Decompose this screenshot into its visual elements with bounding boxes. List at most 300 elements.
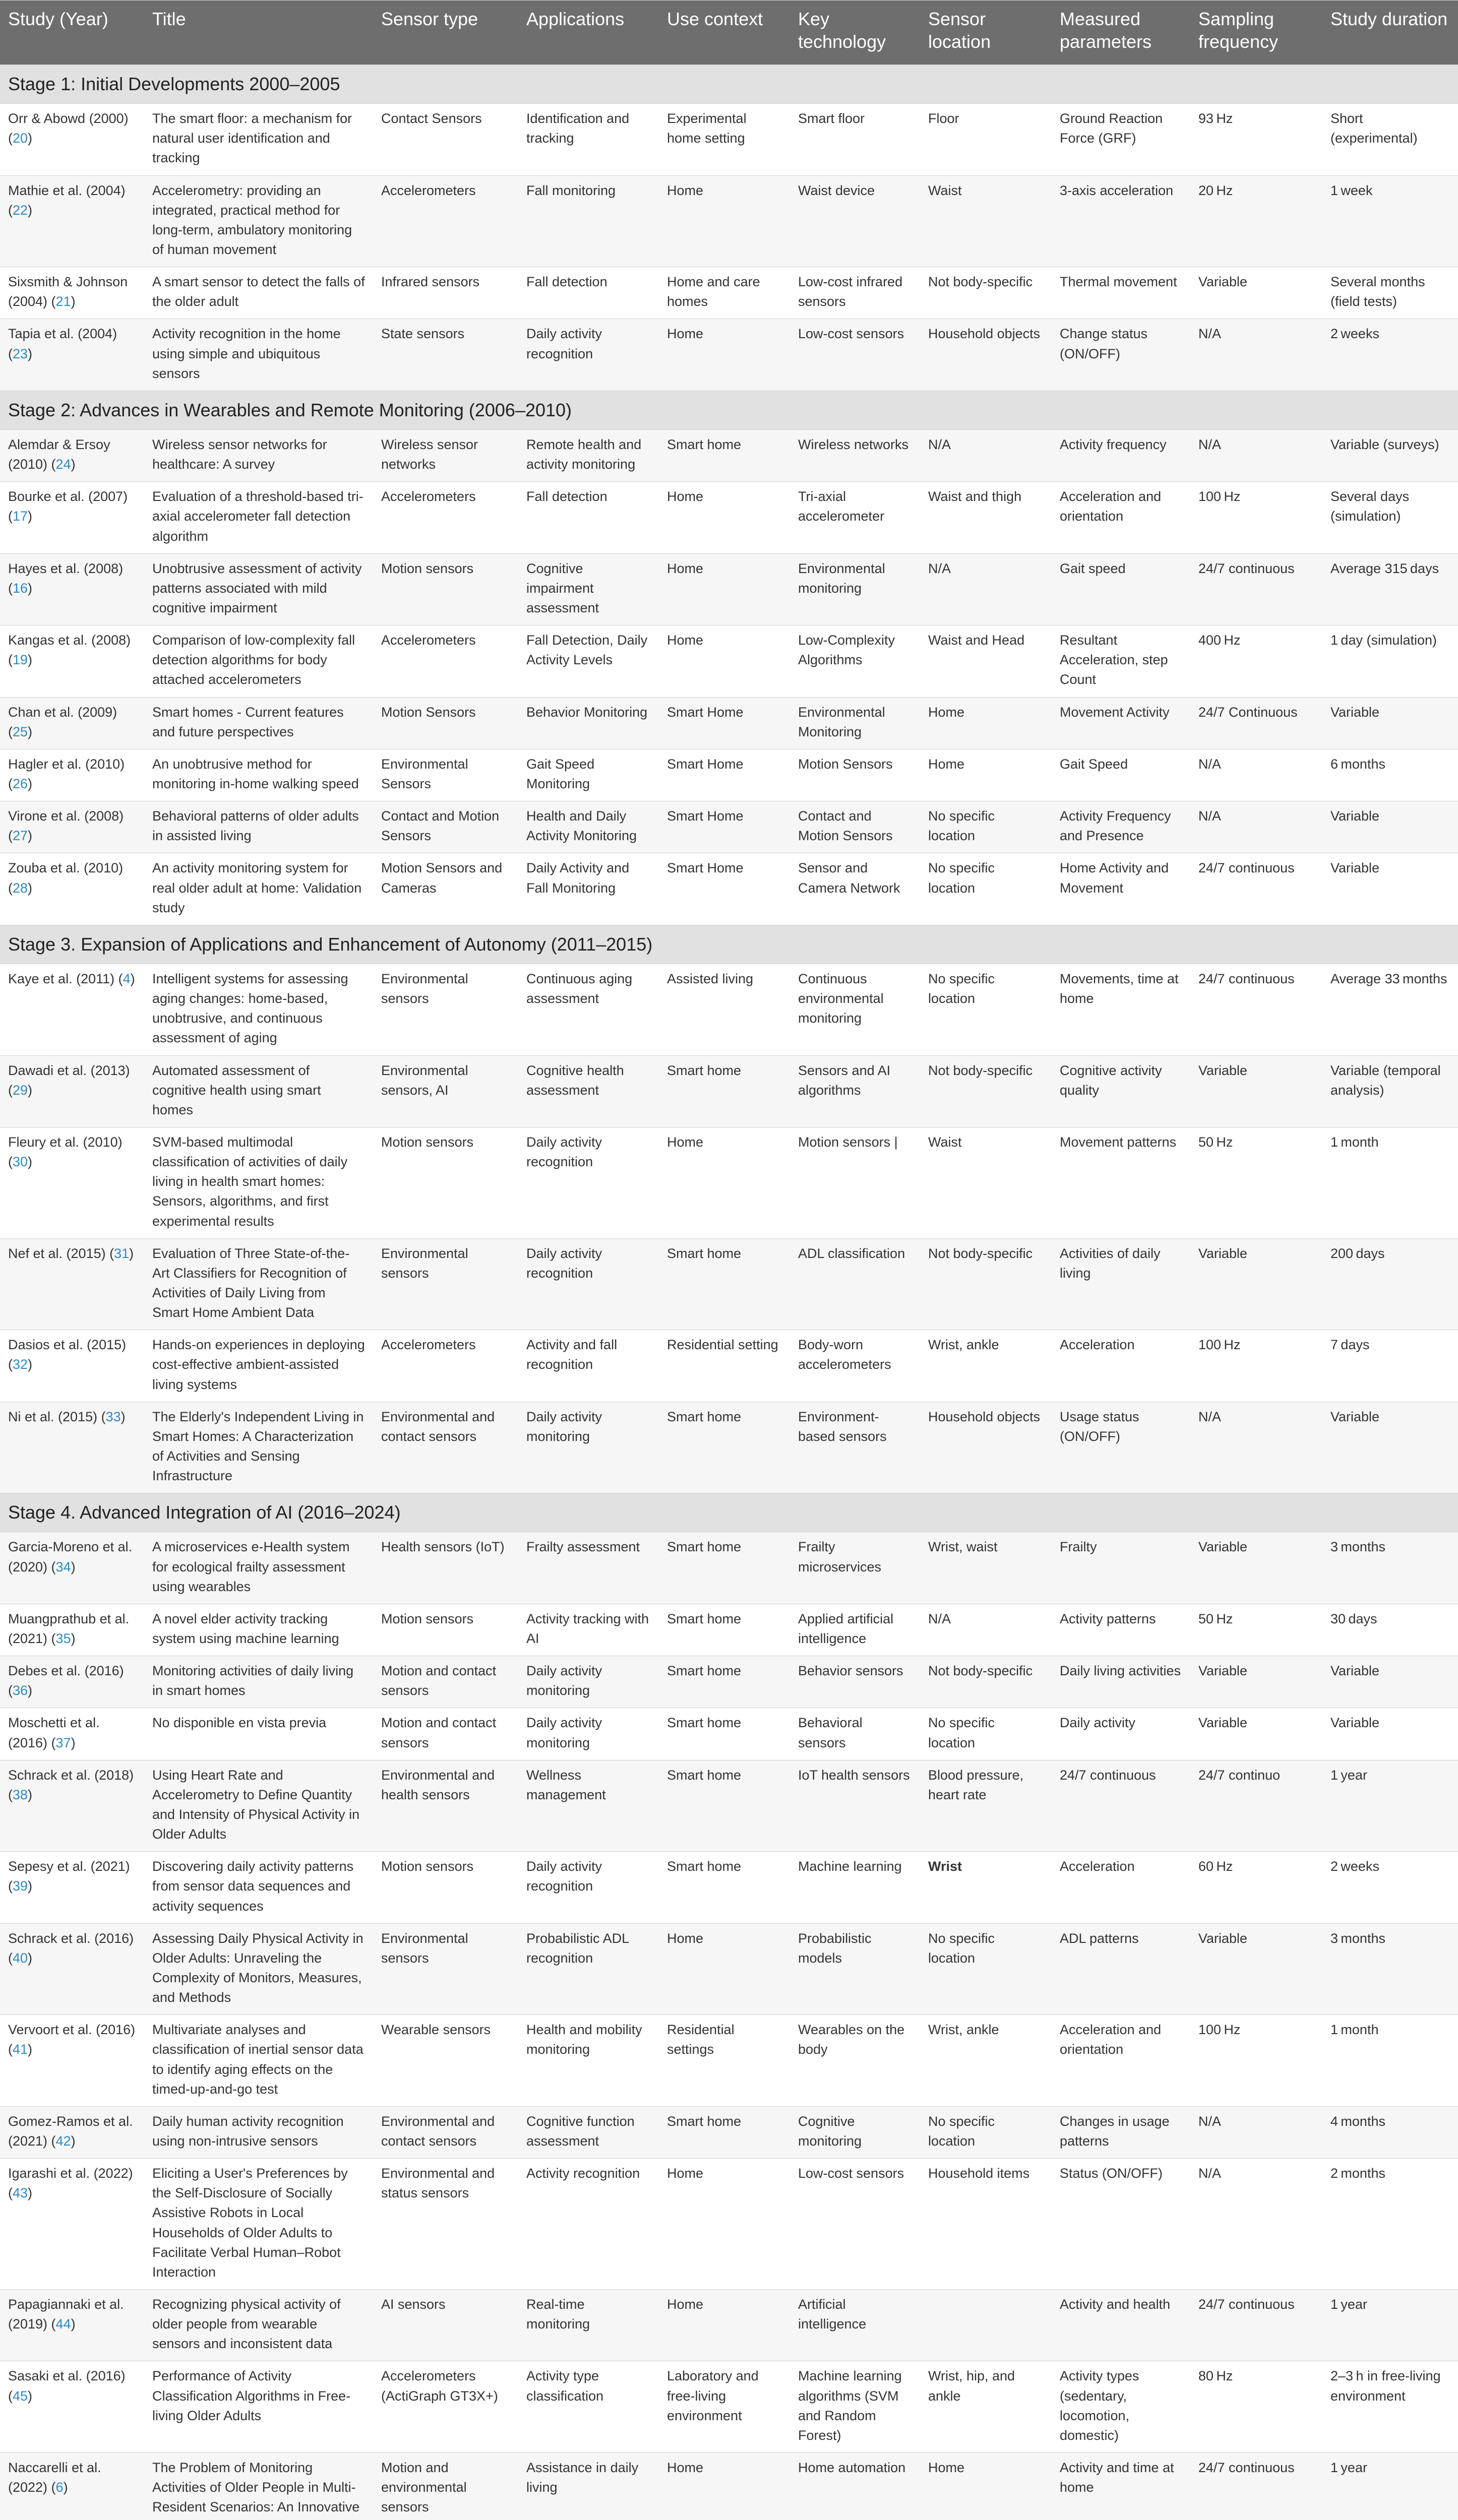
- title-cell: Automated assessment of cognitive health using smart homes: [144, 1055, 373, 1127]
- sampling-frequency-cell: 100 Hz: [1190, 2015, 1322, 2107]
- measured-parameters-cell: Activity patterns: [1052, 1604, 1190, 1656]
- study-name: Mathie et al. (2004): [8, 182, 126, 198]
- table-row: [0, 801, 1458, 853]
- use-context-cell: Smart Home: [659, 697, 790, 749]
- reference-link[interactable]: 20: [13, 131, 28, 146]
- use-context-cell: Home: [659, 553, 790, 625]
- study-duration-cell: Variable: [1322, 1708, 1458, 1760]
- title-cell: Behavioral patterns of older adults in assisted living: [144, 801, 373, 853]
- study-cell: Mathie et al. (2004) (22): [0, 175, 144, 267]
- reference-link[interactable]: 38: [13, 1787, 28, 1802]
- sensor-type-cell: Motion sensors: [373, 1604, 518, 1656]
- study-name: Tapia et al. (2004): [8, 326, 117, 342]
- study-duration-cell: 2 weeks: [1322, 1852, 1458, 1923]
- study-duration-cell: 1 year: [1322, 2452, 1458, 2520]
- reference-link[interactable]: 30: [13, 1154, 28, 1170]
- applications-cell: Daily activity monitoring: [518, 1402, 659, 1493]
- stage-title: Stage 4. Advanced Integration of AI (2016–2024): [0, 1493, 1458, 1532]
- sensor-location-cell: N/A: [920, 553, 1052, 625]
- use-context-cell: Laboratory and free-living environment: [659, 2361, 790, 2453]
- study-name: Schrack et al. (2018): [8, 1767, 134, 1783]
- reference-link[interactable]: 6: [55, 2480, 64, 2495]
- title-cell: An activity monitoring system for real older adult at home: Validation study: [144, 853, 373, 925]
- reference-link[interactable]: 34: [55, 1559, 71, 1574]
- study-cell: Alemdar & Ersoy (2010) (24): [0, 430, 144, 482]
- key-technology-cell: Probabilistic models: [790, 1923, 920, 2015]
- sampling-frequency-cell: N/A: [1190, 430, 1322, 482]
- column-header: Sensor location: [920, 1, 1052, 65]
- reference-link[interactable]: 17: [13, 509, 28, 524]
- sampling-frequency-cell: 100 Hz: [1190, 482, 1322, 553]
- applications-cell: Wellness management: [518, 1760, 659, 1852]
- study-cell: Hayes et al. (2008) (16): [0, 553, 144, 625]
- study-duration-cell: 2 months: [1322, 2159, 1458, 2290]
- sensor-location-cell: Not body-specific: [920, 1656, 1052, 1708]
- measured-parameters-cell: Activity types (sedentary, locomotion, domestic): [1052, 2361, 1190, 2453]
- key-technology-cell: Contact and Motion Sensors: [790, 801, 920, 853]
- study-cell: Bourke et al. (2007) (17): [0, 482, 144, 553]
- sensor-location-cell: Waist: [920, 175, 1052, 267]
- study-duration-cell: Variable (temporal analysis): [1322, 1055, 1458, 1127]
- sampling-frequency-cell: Variable: [1190, 1708, 1322, 1760]
- study-duration-cell: 7 days: [1322, 1330, 1458, 1402]
- sampling-frequency-cell: Variable: [1190, 267, 1322, 319]
- study-duration-cell: Variable: [1322, 1656, 1458, 1708]
- table-row: [0, 964, 1458, 1056]
- use-context-cell: Smart home: [659, 1656, 790, 1708]
- table-row: [0, 1330, 1458, 1402]
- use-context-cell: Smart Home: [659, 853, 790, 925]
- sensor-type-cell: Motion sensors: [373, 1852, 518, 1923]
- key-technology-cell: ADL classification: [790, 1238, 920, 1330]
- study-duration-cell: 3 months: [1322, 1532, 1458, 1604]
- study-duration-cell: 1 month: [1322, 1127, 1458, 1239]
- sensor-location-cell: Wrist, hip, and ankle: [920, 2361, 1052, 2453]
- table-row: [0, 1708, 1458, 1760]
- table-row: [0, 482, 1458, 553]
- sampling-frequency-cell: 24/7 continuous: [1190, 853, 1322, 925]
- applications-cell: Activity type classification: [518, 2361, 659, 2453]
- measured-parameters-cell: Activity and health: [1052, 2289, 1190, 2361]
- table-row: [0, 1760, 1458, 1852]
- study-cell: Naccarelli et al. (2022) (6): [0, 2452, 144, 2520]
- use-context-cell: Smart Home: [659, 749, 790, 801]
- sensor-location-cell: Home: [920, 749, 1052, 801]
- applications-cell: Continuous aging assessment: [518, 964, 659, 1056]
- applications-cell: Health and mobility monitoring: [518, 2015, 659, 2107]
- applications-cell: Fall detection: [518, 267, 659, 319]
- study-name: Kaye et al. (2011): [8, 971, 115, 987]
- sensor-type-cell: Environmental and contact sensors: [373, 1402, 518, 1493]
- applications-cell: Identification and tracking: [518, 104, 659, 175]
- reference-link[interactable]: 37: [55, 1735, 71, 1750]
- reference-link[interactable]: 26: [13, 776, 28, 792]
- applications-cell: Remote health and activity monitoring: [518, 430, 659, 482]
- title-cell: Intelligent systems for assessing aging changes: home-based, unobtrusive, and continuous assessment of aging: [144, 964, 373, 1056]
- sensor-type-cell: Motion Sensors: [373, 697, 518, 749]
- sensor-type-cell: Environmental Sensors: [373, 749, 518, 801]
- sensor-location-cell: Not body-specific: [920, 1055, 1052, 1127]
- study-cell: Schrack et al. (2018) (38): [0, 1760, 144, 1852]
- table-row: [0, 2361, 1458, 2453]
- applications-cell: Behavior Monitoring: [518, 697, 659, 749]
- reference-link[interactable]: 33: [105, 1409, 121, 1424]
- sampling-frequency-cell: 50 Hz: [1190, 1604, 1322, 1656]
- study-name: Zouba et al. (2010): [8, 860, 124, 876]
- table-row: [0, 853, 1458, 925]
- column-header: Use context: [659, 1, 790, 65]
- use-context-cell: Residential setting: [659, 1330, 790, 1402]
- measured-parameters-cell: Acceleration: [1052, 1330, 1190, 1402]
- key-technology-cell: Environment-based sensors: [790, 1402, 920, 1493]
- applications-cell: Probabilistic ADL recognition: [518, 1923, 659, 2015]
- title-cell: Unobtrusive assessment of activity patterns associated with mild cognitive impairment: [144, 553, 373, 625]
- study-duration-cell: Variable: [1322, 1402, 1458, 1493]
- sampling-frequency-cell: 24/7 continuo: [1190, 1760, 1322, 1852]
- study-name: Debes et al. (2016): [8, 1663, 124, 1679]
- sensor-location-cell: Floor: [920, 104, 1052, 175]
- title-cell: Using Heart Rate and Accelerometry to Define Quantity and Intensity of Physical Activity in Older Adults: [144, 1760, 373, 1852]
- key-technology-cell: Continuous environmental monitoring: [790, 964, 920, 1056]
- study-cell: Muangprathub et al. (2021) (35): [0, 1604, 144, 1656]
- reference-link[interactable]: 27: [13, 828, 28, 844]
- sensor-location-cell: No specific location: [920, 2106, 1052, 2158]
- use-context-cell: Home: [659, 175, 790, 267]
- reference-link[interactable]: 23: [13, 346, 28, 361]
- header-row: [0, 1, 1458, 65]
- reference-link[interactable]: 41: [13, 2042, 28, 2057]
- applications-cell: Daily activity recognition: [518, 319, 659, 391]
- table-row: [0, 430, 1458, 482]
- sensor-type-cell: Environmental and status sensors: [373, 2159, 518, 2290]
- reference-link[interactable]: 16: [13, 580, 28, 596]
- measured-parameters-cell: Daily living activities: [1052, 1656, 1190, 1708]
- use-context-cell: Home: [659, 1923, 790, 2015]
- study-duration-cell: 1 day (simulation): [1322, 625, 1458, 697]
- key-technology-cell: Home automation: [790, 2452, 920, 2520]
- sensor-location-cell: Waist and Head: [920, 625, 1052, 697]
- table-row: [0, 2159, 1458, 2290]
- study-cell: Vervoort et al. (2016) (41): [0, 2015, 144, 2107]
- sampling-frequency-cell: 24/7 continuous: [1190, 964, 1322, 1056]
- use-context-cell: Smart home: [659, 1402, 790, 1493]
- sensor-location-cell: Household objects: [920, 319, 1052, 391]
- study-name: Sepesy et al. (2021): [8, 1859, 130, 1874]
- sensor-type-cell: Contact and Motion Sensors: [373, 801, 518, 853]
- table-row: [0, 625, 1458, 697]
- column-header: Study (Year): [0, 1, 144, 65]
- title-cell: Recognizing physical activity of older people from wearable sensors and inconsistent data: [144, 2289, 373, 2361]
- sensor-type-cell: Motion sensors: [373, 553, 518, 625]
- stage-title: Stage 1: Initial Developments 2000–2005: [0, 65, 1458, 104]
- sensor-location-cell: N/A: [920, 1604, 1052, 1656]
- applications-cell: Daily Activity and Fall Monitoring: [518, 853, 659, 925]
- study-cell: Fleury et al. (2010) (30): [0, 1127, 144, 1239]
- sampling-frequency-cell: 24/7 continuous: [1190, 2289, 1322, 2361]
- reference-link[interactable]: 4: [123, 971, 131, 987]
- study-cell: Virone et al. (2008) (27): [0, 801, 144, 853]
- study-name: Hayes et al. (2008): [8, 560, 124, 576]
- measured-parameters-cell: Changes in usage patterns: [1052, 2106, 1190, 2158]
- use-context-cell: Smart home: [659, 1532, 790, 1604]
- sensor-location-cell: [920, 2289, 1052, 2361]
- reference-link[interactable]: 22: [13, 202, 28, 218]
- sensor-type-cell: Accelerometers: [373, 625, 518, 697]
- title-cell: Comparison of low-complexity fall detection algorithms for body attached accelerometers: [144, 625, 373, 697]
- use-context-cell: Smart home: [659, 1604, 790, 1656]
- applications-cell: Daily activity monitoring: [518, 1656, 659, 1708]
- applications-cell: Assistance in daily living: [518, 2452, 659, 2520]
- study-name: Schrack et al. (2016): [8, 1930, 134, 1946]
- title-cell: The Problem of Monitoring Activities of Older People in Multi-Resident Scenarios: An Innovative: [144, 2452, 373, 2520]
- reference-link[interactable]: 19: [13, 652, 28, 668]
- study-name: Hagler et al. (2010): [8, 756, 125, 772]
- study-name: Papagiannaki et al. (2019): [8, 2296, 124, 2332]
- sensor-type-cell: Accelerometers: [373, 175, 518, 267]
- use-context-cell: Smart home: [659, 1238, 790, 1330]
- measured-parameters-cell: Daily activity: [1052, 1708, 1190, 1760]
- title-cell: Wireless sensor networks for healthcare: A survey: [144, 430, 373, 482]
- reference-link[interactable]: 25: [13, 724, 28, 739]
- reference-link[interactable]: 35: [55, 1631, 71, 1647]
- study-duration-cell: Average 315 days: [1322, 553, 1458, 625]
- column-header: Title: [144, 1, 373, 65]
- table-row: [0, 2452, 1458, 2520]
- key-technology-cell: Wearables on the body: [790, 2015, 920, 2107]
- study-name: Dawadi et al. (2013): [8, 1062, 130, 1078]
- key-technology-cell: Body-worn accelerometers: [790, 1330, 920, 1402]
- title-cell: Evaluation of a threshold-based tri-axial accelerometer fall detection algorithm: [144, 482, 373, 553]
- study-duration-cell: 1 week: [1322, 175, 1458, 267]
- column-header: Sampling frequency: [1190, 1, 1322, 65]
- table-row: [0, 267, 1458, 319]
- sensor-type-cell: Environmental and health sensors: [373, 1760, 518, 1852]
- key-technology-cell: Behavioral sensors: [790, 1708, 920, 1760]
- key-technology-cell: Motion Sensors: [790, 749, 920, 801]
- study-cell: Sixsmith & Johnson (2004) (21): [0, 267, 144, 319]
- use-context-cell: Home: [659, 482, 790, 553]
- study-cell: Ni et al. (2015) (33): [0, 1402, 144, 1493]
- study-name: Sasaki et al. (2016): [8, 2368, 126, 2384]
- measured-parameters-cell: 3-axis acceleration: [1052, 175, 1190, 267]
- measured-parameters-cell: Movement Activity: [1052, 697, 1190, 749]
- title-cell: A smart sensor to detect the falls of the older adult: [144, 267, 373, 319]
- sampling-frequency-cell: Variable: [1190, 1055, 1322, 1127]
- reference-link[interactable]: 28: [13, 880, 28, 896]
- study-cell: Hagler et al. (2010) (26): [0, 749, 144, 801]
- table-row: [0, 2106, 1458, 2158]
- key-technology-cell: Environmental monitoring: [790, 553, 920, 625]
- title-cell: Multivariate analyses and classification of inertial sensor data to identify aging effects on the timed-up-and-go test: [144, 2015, 373, 2107]
- reference-link[interactable]: 44: [55, 2316, 71, 2332]
- table-row: [0, 1127, 1458, 1239]
- measured-parameters-cell: Home Activity and Movement: [1052, 853, 1190, 925]
- table-row: [0, 1238, 1458, 1330]
- key-technology-cell: Cognitive monitoring: [790, 2106, 920, 2158]
- applications-cell: Health and Daily Activity Monitoring: [518, 801, 659, 853]
- key-technology-cell: Low-cost sensors: [790, 2159, 920, 2290]
- measured-parameters-cell: Change status (ON/OFF): [1052, 319, 1190, 391]
- applications-cell: Fall monitoring: [518, 175, 659, 267]
- title-cell: Smart homes - Current features and future perspectives: [144, 697, 373, 749]
- key-technology-cell: IoT health sensors: [790, 1760, 920, 1852]
- use-context-cell: Home: [659, 319, 790, 391]
- study-name: Gomez-Ramos et al. (2021): [8, 2113, 133, 2149]
- study-cell: Dasios et al. (2015) (32): [0, 1330, 144, 1402]
- study-cell: Debes et al. (2016) (36): [0, 1656, 144, 1708]
- sampling-frequency-cell: 24/7 Continuous: [1190, 697, 1322, 749]
- table-body: [0, 65, 1458, 2520]
- key-technology-cell: Low-Complexity Algorithms: [790, 625, 920, 697]
- applications-cell: Activity recognition: [518, 2159, 659, 2290]
- measured-parameters-cell: Thermal movement: [1052, 267, 1190, 319]
- reference-link[interactable]: 39: [13, 1878, 28, 1894]
- sensor-location-cell: No specific location: [920, 853, 1052, 925]
- stage-header-row: [0, 1493, 1458, 1532]
- table-row: [0, 697, 1458, 749]
- key-technology-cell: Applied artificial intelligence: [790, 1604, 920, 1656]
- sensor-type-cell: Wireless sensor networks: [373, 430, 518, 482]
- key-technology-cell: Frailty microservices: [790, 1532, 920, 1604]
- study-duration-cell: 3 months: [1322, 1923, 1458, 2015]
- applications-cell: Daily activity recognition: [518, 1238, 659, 1330]
- sensor-type-cell: Accelerometers: [373, 482, 518, 553]
- study-duration-cell: Variable: [1322, 801, 1458, 853]
- sensor-type-cell: Accelerometers: [373, 1330, 518, 1402]
- sampling-frequency-cell: 100 Hz: [1190, 1330, 1322, 1402]
- use-context-cell: Smart Home: [659, 801, 790, 853]
- column-header: Applications: [518, 1, 659, 65]
- table-row: [0, 1923, 1458, 2015]
- reference-link[interactable]: 43: [13, 2185, 28, 2201]
- applications-cell: Real-time monitoring: [518, 2289, 659, 2361]
- sensor-location-cell: No specific location: [920, 964, 1052, 1056]
- sensor-type-cell: Accelerometers (ActiGraph GT3X+): [373, 2361, 518, 2453]
- title-cell: A microservices e-Health system for ecological frailty assessment using wearables: [144, 1532, 373, 1604]
- study-name: Chan et al. (2009): [8, 704, 117, 720]
- sensor-type-cell: Contact Sensors: [373, 104, 518, 175]
- study-name: Muangprathub et al. (2021): [8, 1611, 130, 1647]
- table-row: [0, 749, 1458, 801]
- table-row: [0, 2289, 1458, 2361]
- measured-parameters-cell: Activities of daily living: [1052, 1238, 1190, 1330]
- stage-title: Stage 3. Expansion of Applications and Enhancement of Autonomy (2011–2015): [0, 925, 1458, 964]
- table-row: [0, 1656, 1458, 1708]
- table-row: [0, 1055, 1458, 1127]
- sensor-location-cell: Blood pressure, heart rate: [920, 1760, 1052, 1852]
- sensor-type-cell: Environmental sensors: [373, 964, 518, 1056]
- applications-cell: Fall detection: [518, 482, 659, 553]
- sensor-type-cell: Wearable sensors: [373, 2015, 518, 2107]
- key-technology-cell: Smart floor: [790, 104, 920, 175]
- study-duration-cell: 2–3 h in free-living environment: [1322, 2361, 1458, 2453]
- key-technology-cell: Sensors and AI algorithms: [790, 1055, 920, 1127]
- use-context-cell: Home: [659, 2452, 790, 2520]
- sensor-location-cell: Wrist, ankle: [920, 1330, 1052, 1402]
- study-duration-cell: 200 days: [1322, 1238, 1458, 1330]
- reference-link[interactable]: 45: [13, 2388, 28, 2404]
- use-context-cell: Home and care homes: [659, 267, 790, 319]
- study-duration-cell: 6 months: [1322, 749, 1458, 801]
- table-row: [0, 553, 1458, 625]
- sensor-type-cell: Health sensors (IoT): [373, 1532, 518, 1604]
- sampling-frequency-cell: 20 Hz: [1190, 175, 1322, 267]
- sensor-location-cell: Wrist, waist: [920, 1532, 1052, 1604]
- measured-parameters-cell: Activity and time at home: [1052, 2452, 1190, 2520]
- sensor-location-cell: No specific location: [920, 1923, 1052, 2015]
- sensor-type-cell: Motion and contact sensors: [373, 1656, 518, 1708]
- reference-link[interactable]: 40: [13, 1950, 28, 1966]
- key-technology-cell: Sensor and Camera Network: [790, 853, 920, 925]
- sensor-location-cell: No specific location: [920, 1708, 1052, 1760]
- study-cell: Nef et al. (2015) (31): [0, 1238, 144, 1330]
- title-cell: No disponible en vista previa: [144, 1708, 373, 1760]
- reference-link[interactable]: 32: [13, 1357, 28, 1372]
- sensor-location-cell: N/A: [920, 430, 1052, 482]
- measured-parameters-cell: Cognitive activity quality: [1052, 1055, 1190, 1127]
- key-technology-cell: Tri-axial accelerometer: [790, 482, 920, 553]
- study-cell: Orr & Abowd (2000) (20): [0, 104, 144, 175]
- title-cell: Discovering daily activity patterns from sensor data sequences and activity sequences: [144, 1852, 373, 1923]
- reference-link[interactable]: 36: [13, 1683, 28, 1698]
- study-name: Alemdar & Ersoy (2010): [8, 437, 110, 472]
- study-duration-cell: 4 months: [1322, 2106, 1458, 2158]
- sampling-frequency-cell: N/A: [1190, 801, 1322, 853]
- sensor-type-cell: Infrared sensors: [373, 267, 518, 319]
- measured-parameters-cell: Gait Speed: [1052, 749, 1190, 801]
- study-duration-cell: Several months (field tests): [1322, 267, 1458, 319]
- applications-cell: Daily activity recognition: [518, 1127, 659, 1239]
- reference-link[interactable]: 42: [55, 2133, 71, 2149]
- study-cell: Dawadi et al. (2013) (29): [0, 1055, 144, 1127]
- use-context-cell: Home: [659, 2289, 790, 2361]
- stage-title: Stage 2: Advances in Wearables and Remote Monitoring (2006–2010): [0, 391, 1458, 429]
- key-technology-cell: Environmental Monitoring: [790, 697, 920, 749]
- sensor-type-cell: State sensors: [373, 319, 518, 391]
- title-cell: Evaluation of Three State-of-the-Art Classifiers for Recognition of Activities of Daily Living from Smart Home Ambient Data: [144, 1238, 373, 1330]
- sensor-location-cell: Waist: [920, 1127, 1052, 1239]
- title-cell: Assessing Daily Physical Activity in Older Adults: Unraveling the Complexity of Monitors, Measures, and Methods: [144, 1923, 373, 2015]
- reference-link[interactable]: 31: [114, 1245, 130, 1261]
- title-cell: A novel elder activity tracking system using machine learning: [144, 1604, 373, 1656]
- applications-cell: Activity and fall recognition: [518, 1330, 659, 1402]
- reference-link[interactable]: 21: [55, 294, 71, 309]
- applications-cell: Gait Speed Monitoring: [518, 749, 659, 801]
- measured-parameters-cell: Gait speed: [1052, 553, 1190, 625]
- reference-link[interactable]: 24: [55, 457, 71, 472]
- sensor-type-cell: Environmental and contact sensors: [373, 2106, 518, 2158]
- study-cell: Kangas et al. (2008) (19): [0, 625, 144, 697]
- sampling-frequency-cell: 50 Hz: [1190, 1127, 1322, 1239]
- study-name: Bourke et al. (2007): [8, 489, 128, 505]
- table-row: [0, 1604, 1458, 1656]
- table-row: [0, 175, 1458, 267]
- study-duration-cell: 2 weeks: [1322, 319, 1458, 391]
- key-technology-cell: Machine learning: [790, 1852, 920, 1923]
- reference-link[interactable]: 29: [13, 1082, 28, 1098]
- measured-parameters-cell: Status (ON/OFF): [1052, 2159, 1190, 2290]
- study-cell: Gomez-Ramos et al. (2021) (42): [0, 2106, 144, 2158]
- table-row: [0, 1852, 1458, 1923]
- study-name: Ni et al. (2015): [8, 1409, 98, 1424]
- study-cell: Sepesy et al. (2021) (39): [0, 1852, 144, 1923]
- sensor-location-cell: Not body-specific: [920, 1238, 1052, 1330]
- sensor-type-cell: Environmental sensors, AI: [373, 1055, 518, 1127]
- table-row: [0, 319, 1458, 391]
- key-technology-cell: Machine learning algorithms (SVM and Random Forest): [790, 2361, 920, 2453]
- sensor-location-text: Wrist: [928, 1859, 962, 1874]
- title-cell: Hands-on experiences in deploying cost-effective ambient-assisted living systems: [144, 1330, 373, 1402]
